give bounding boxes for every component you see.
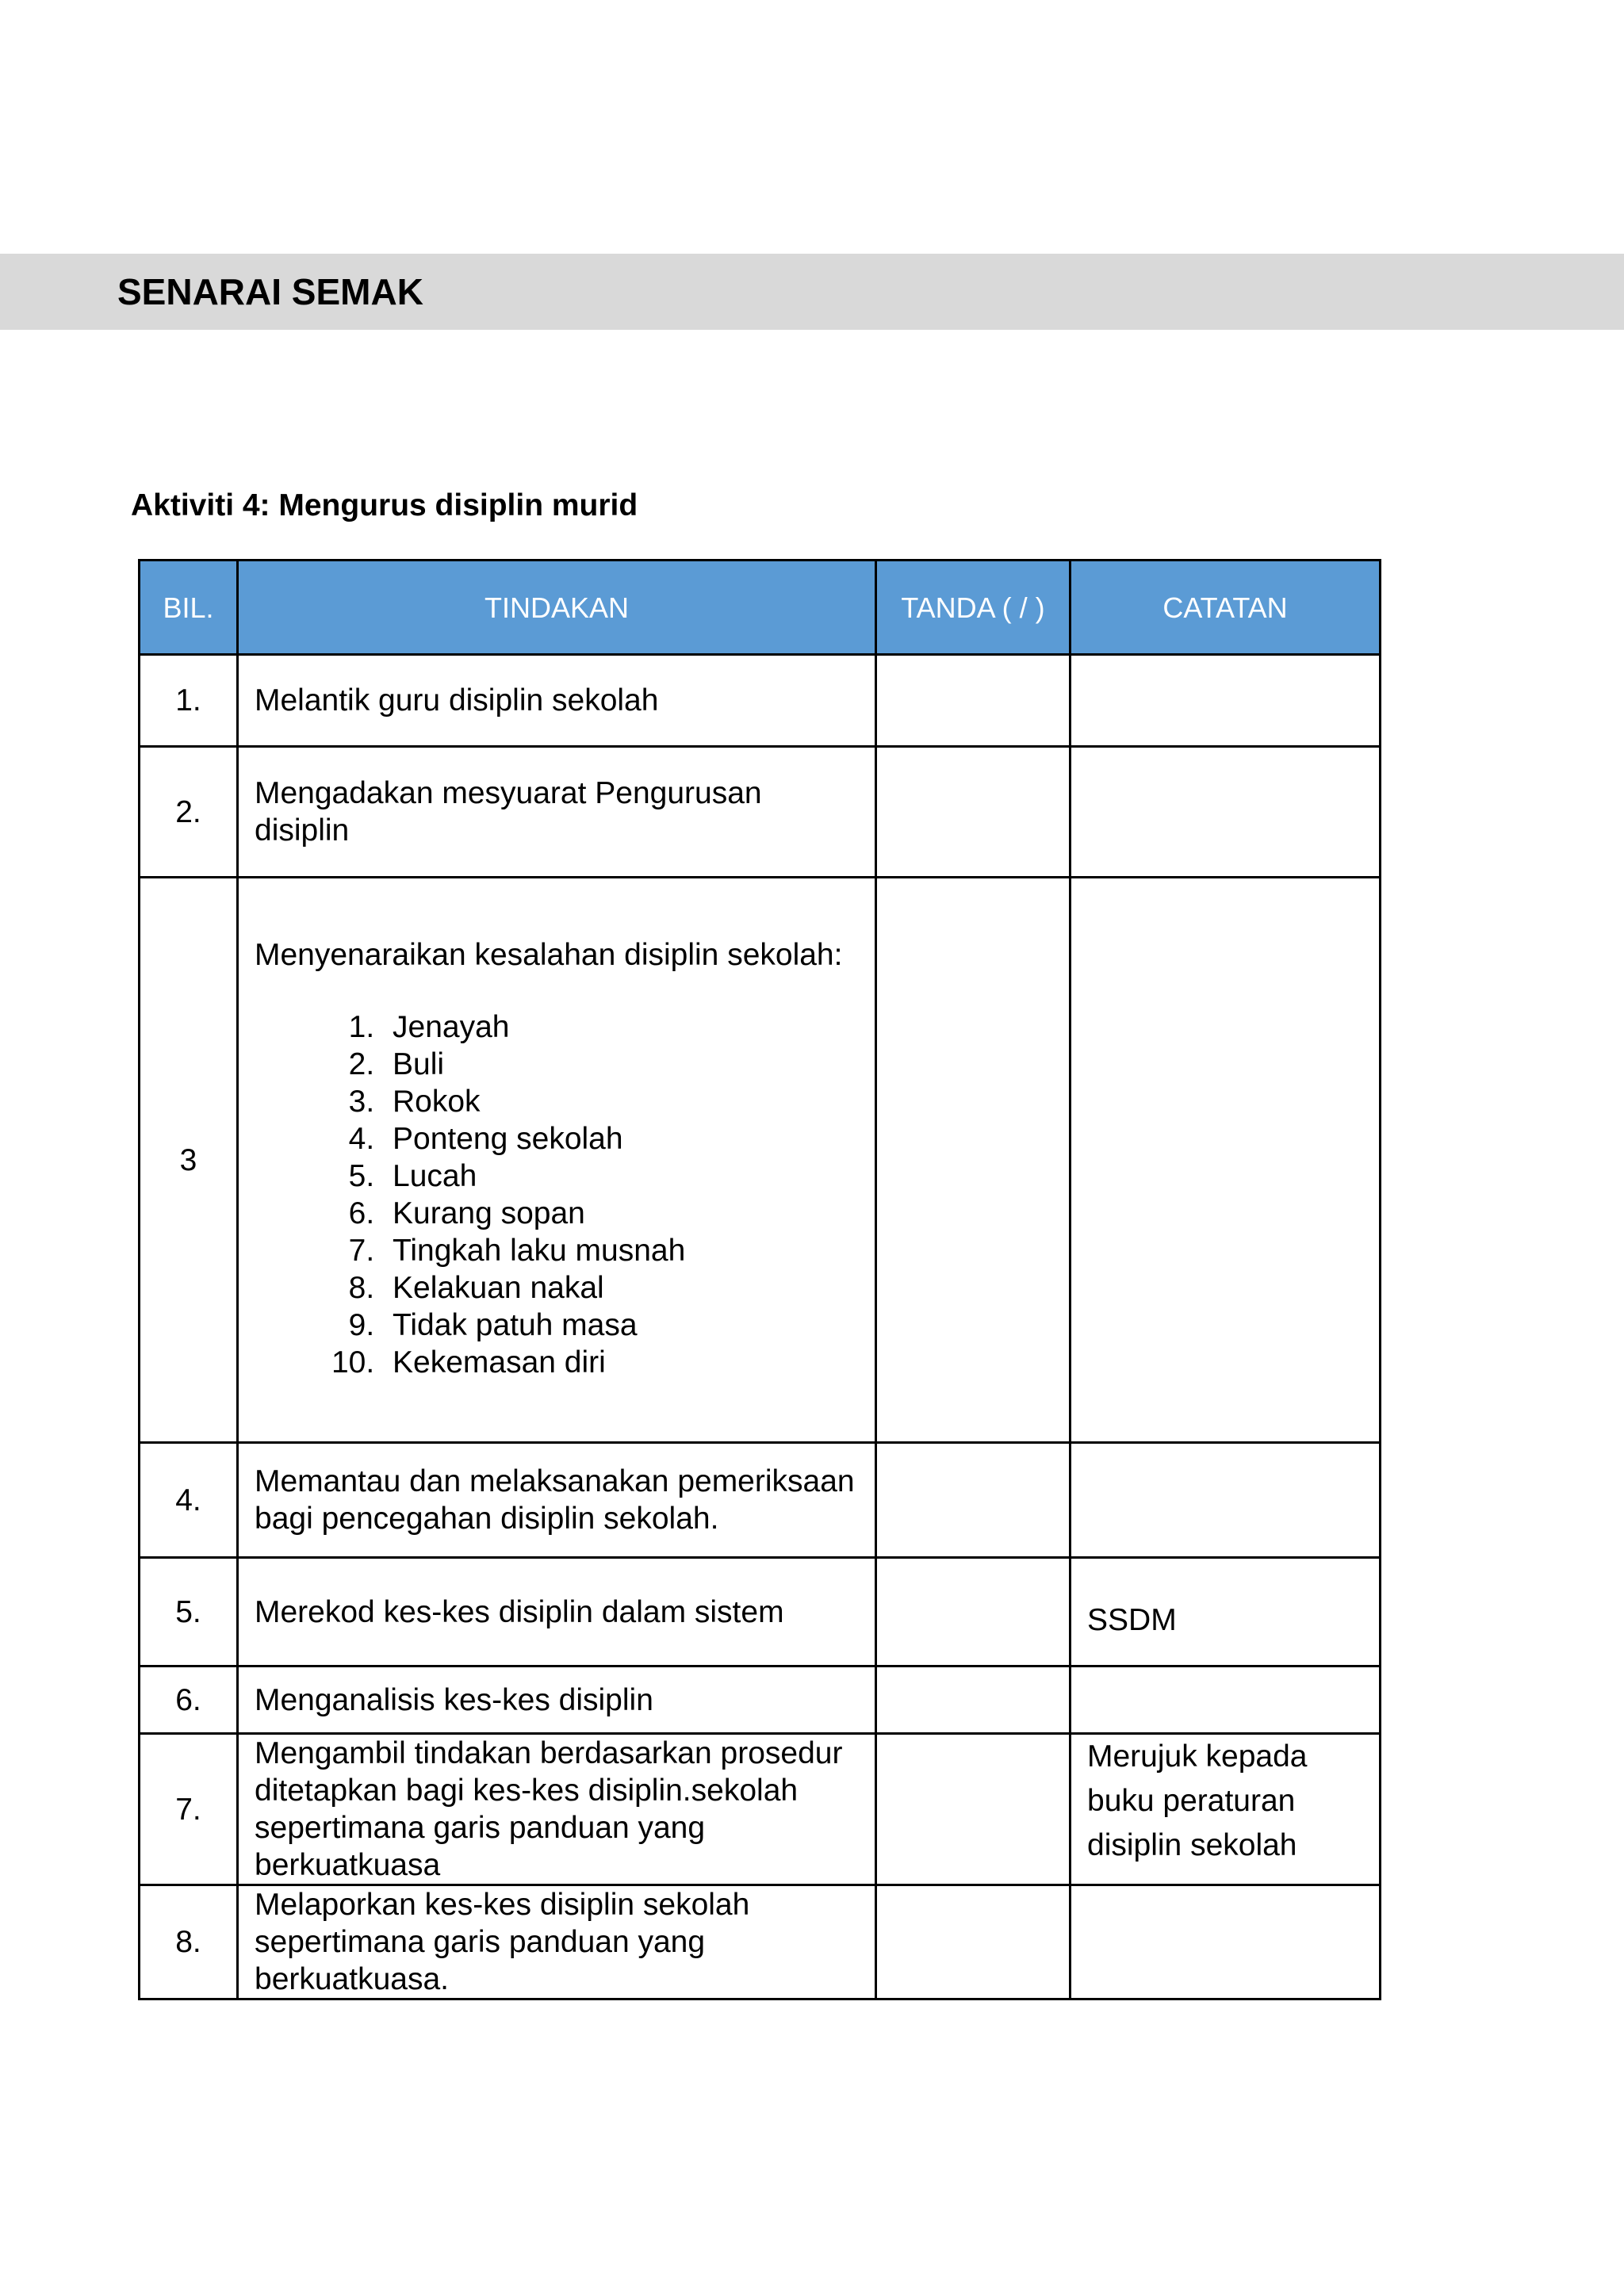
row-action: Mengambil tindakan berdasarkan prosedur ditetapkan bagi kes-kes disiplin.sekolah sepertimana garis panduan yang berkuatkuasa [238,1734,876,1885]
table-row [140,1885,1381,1999]
row-note[interactable] [1071,1443,1381,1558]
list-item: 9. Tidak patuh masa [383,1307,859,1344]
row-check-cell[interactable] [876,747,1071,878]
row-note[interactable] [1071,1667,1381,1734]
offence-list [255,1008,859,1381]
table-row [140,655,1381,747]
list-item: 7. Tingkah laku musnah [383,1232,859,1269]
list-item: 3. Rokok [383,1083,859,1120]
row-check-cell[interactable] [876,1443,1071,1558]
row-note[interactable]: Merujuk kepada buku peraturan disiplin sekolah [1071,1734,1381,1885]
row-check-cell[interactable] [876,878,1071,1443]
list-item: 1. Jenayah [383,1008,859,1046]
row-action: Memantau dan melaksanakan pemeriksaan bagi pencegahan disiplin sekolah. [238,1443,876,1558]
row-note[interactable] [1071,878,1381,1443]
row-note[interactable] [1071,1885,1381,1999]
list-item: 4. Ponteng sekolah [383,1120,859,1158]
row-check-cell[interactable] [876,1667,1071,1734]
table-header-row [140,561,1381,655]
table-row [140,1734,1381,1885]
row-action: Mengadakan mesyuarat Pengurusan disiplin [238,747,876,878]
row-note[interactable]: SSDM [1071,1558,1381,1667]
row-number: 7. [140,1734,238,1885]
header-bil: BIL. [140,561,238,655]
section-header-band [0,254,1624,330]
list-item: 5. Lucah [383,1158,859,1195]
table-row [140,878,1381,1443]
row-check-cell[interactable] [876,1734,1071,1885]
row-action: Menganalisis kes-kes disiplin [238,1667,876,1734]
row-note[interactable] [1071,655,1381,747]
row-number: 2. [140,747,238,878]
row-action [238,878,876,1443]
row-check-cell[interactable] [876,1558,1071,1667]
table-row [140,1558,1381,1667]
section-title: SENARAI SEMAK [117,271,423,312]
row-action: Melantik guru disiplin sekolah [238,655,876,747]
row-check-cell[interactable] [876,655,1071,747]
table-row [140,1443,1381,1558]
row-action-intro: Menyenaraikan kesalahan disiplin sekolah: [255,937,843,972]
row-number: 5. [140,1558,238,1667]
header-catatan: CATATAN [1071,561,1381,655]
list-item: 2. Buli [383,1046,859,1083]
row-number: 1. [140,655,238,747]
checklist-table [138,559,1381,2000]
row-number: 3 [140,878,238,1443]
table-row [140,1667,1381,1734]
row-check-cell[interactable] [876,1885,1071,1999]
list-item: 10. Kekemasan diri [383,1344,859,1381]
list-item: 6. Kurang sopan [383,1195,859,1232]
header-tanda: TANDA ( / ) [876,561,1071,655]
row-action: Melaporkan kes-kes disiplin sekolah sepertimana garis panduan yang berkuatkuasa. [238,1885,876,1999]
row-number: 6. [140,1667,238,1734]
row-number: 4. [140,1443,238,1558]
row-action: Merekod kes-kes disiplin dalam sistem [238,1558,876,1667]
activity-title: Aktiviti 4: Mengurus disiplin murid [131,488,638,522]
header-tindakan: TINDAKAN [238,561,876,655]
row-number: 8. [140,1885,238,1999]
table-row [140,747,1381,878]
row-note[interactable] [1071,747,1381,878]
list-item: 8. Kelakuan nakal [383,1269,859,1307]
